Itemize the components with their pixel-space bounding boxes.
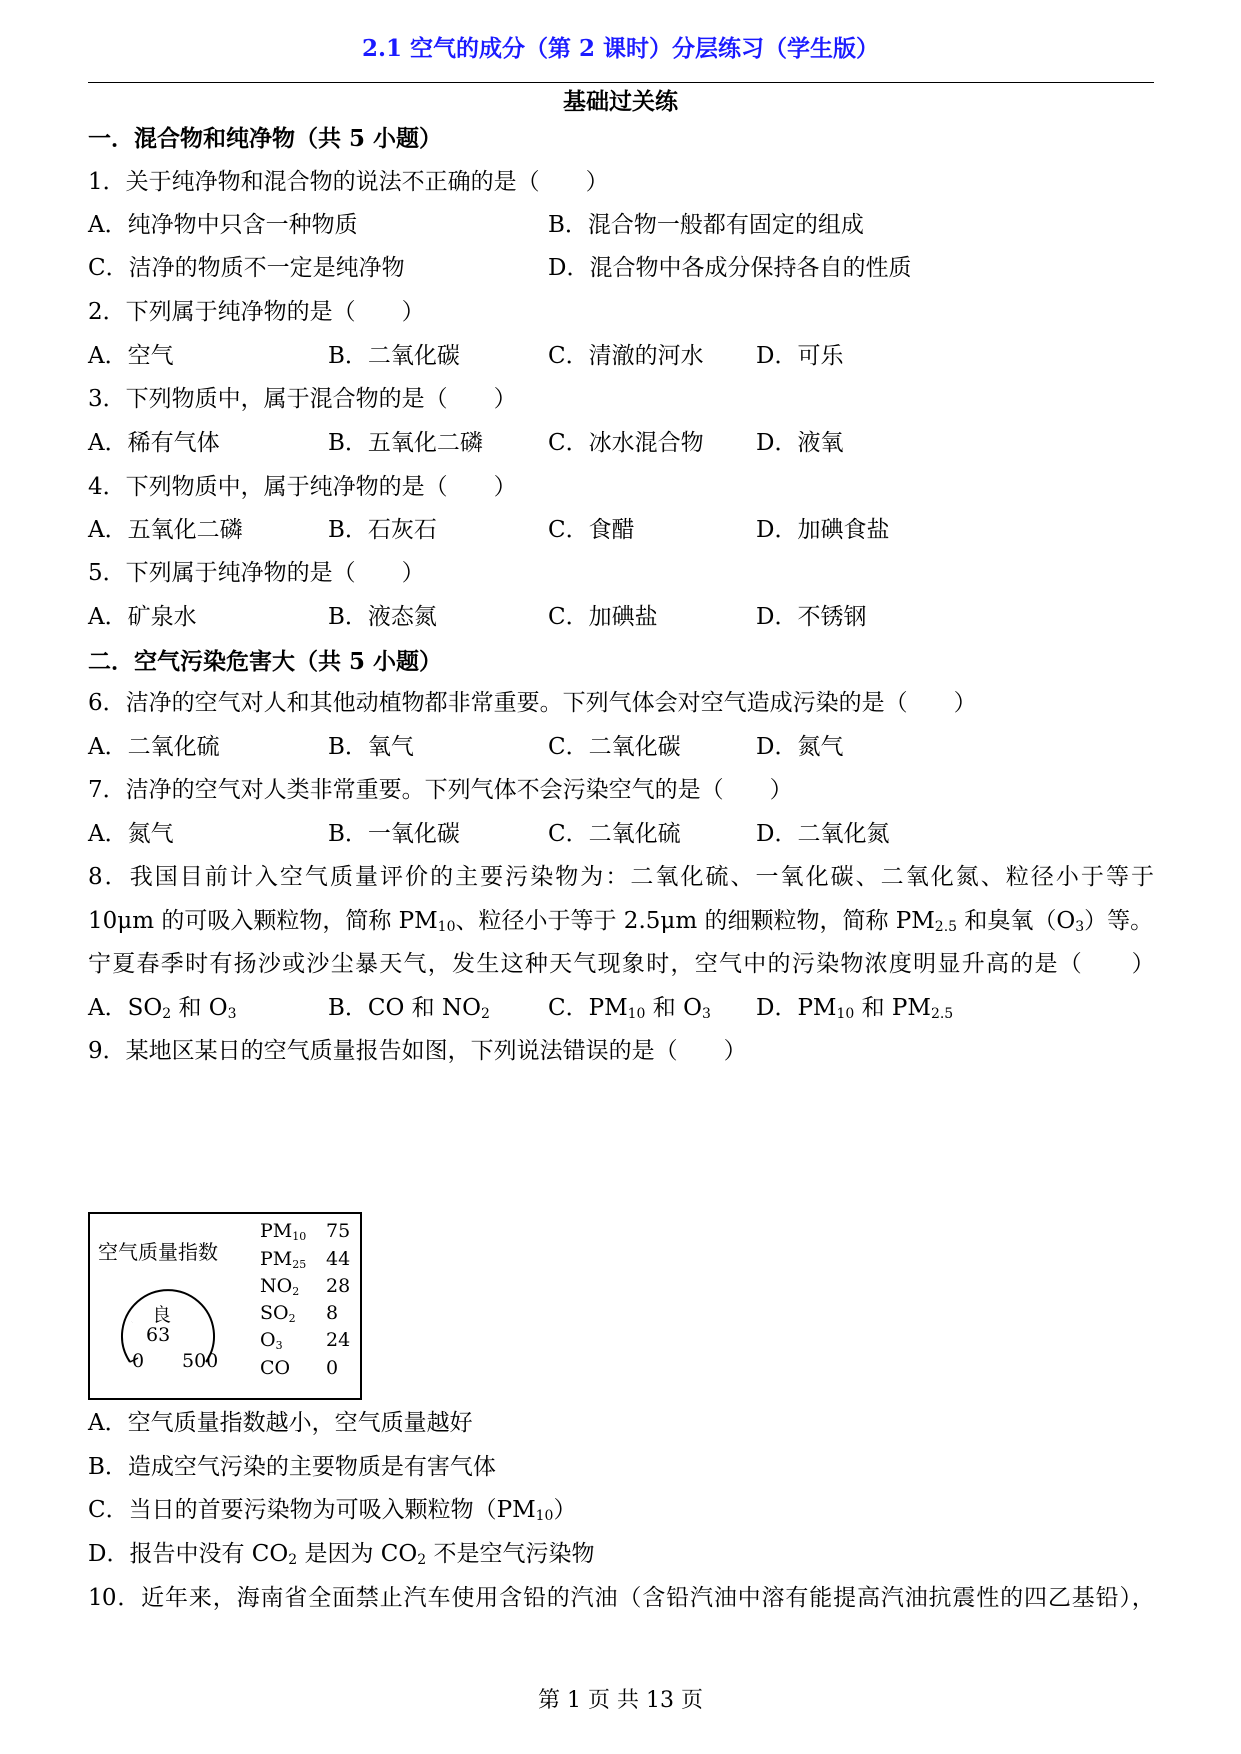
aqi-scale-min: 0 xyxy=(132,1350,145,1372)
q8-c-sub1: 10 xyxy=(627,1006,646,1022)
q8-d-sub2: 2.5 xyxy=(930,1006,954,1022)
q4-option-d[interactable]: D．加碘食盐 xyxy=(756,517,890,543)
q4-option-c[interactable]: C．食醋 xyxy=(548,517,635,543)
pollutant-sub: 25 xyxy=(292,1258,307,1271)
q8-d-mid: 和 PM xyxy=(854,995,931,1021)
q8-d-sub1: 10 xyxy=(836,1006,855,1022)
q5-option-d[interactable]: D．不锈钢 xyxy=(756,604,867,630)
level-title: 基础过关练 xyxy=(563,88,678,115)
q3-option-b[interactable]: B．五氧化二磷 xyxy=(328,430,483,456)
q6-option-a[interactable]: A．二氧化硫 xyxy=(88,734,220,760)
q3-stem: 3．下列物质中，属于混合物的是（ ） xyxy=(88,386,517,412)
q8-line2-text-c: 和臭氧（O xyxy=(957,908,1076,934)
q8-option-b[interactable] xyxy=(328,997,490,1021)
q5-option-c[interactable]: C．加碘盐 xyxy=(548,604,658,630)
q8-a-mid: 和 O xyxy=(171,995,228,1021)
q9-d-sub1: 2 xyxy=(288,1552,298,1568)
q10-stem-line1: 10．近年来，海南省全面禁止汽车使用含铅的汽油（含铅汽油中溶有能提高汽油抗震性的四乙基铅）， xyxy=(88,1585,1154,1611)
q4-stem: 4．下列物质中，属于纯净物的是（ ） xyxy=(88,474,517,500)
section1-title: 一．混合物和纯净物（共 5 小题） xyxy=(88,125,443,152)
q8-a-sub1: 2 xyxy=(162,1006,172,1022)
q7-option-a[interactable]: A．氮气 xyxy=(88,821,174,847)
section2-title: 二．空气污染危害大（共 5 小题） xyxy=(88,648,443,675)
aqi-level: 良 xyxy=(152,1304,172,1326)
pollutant-label: SO xyxy=(260,1302,289,1324)
pollutant-label: PM xyxy=(260,1220,293,1242)
page-header-title: 2.1 空气的成分（第 2 课时）分层练习（学生版） xyxy=(361,35,880,62)
q8-c-sub2: 3 xyxy=(701,1006,711,1022)
q3-option-d[interactable]: D．液氧 xyxy=(756,430,844,456)
q8-b-sub1: 2 xyxy=(480,1006,490,1022)
q3-option-a[interactable]: A．稀有气体 xyxy=(88,430,220,456)
q5-stem: 5．下列属于纯净物的是（ ） xyxy=(88,560,425,586)
q8-b-text: B．CO 和 NO xyxy=(328,995,481,1021)
q9-option-c[interactable] xyxy=(88,1499,576,1523)
q1-option-c[interactable]: C．洁净的物质不一定是纯净物 xyxy=(88,255,405,281)
q7-option-d[interactable]: D．二氧化氮 xyxy=(756,821,890,847)
q9-option-a[interactable]: A．空气质量指数越小，空气质量越好 xyxy=(88,1410,473,1436)
q1-stem: 1．关于纯净物和混合物的说法不正确的是（ ） xyxy=(88,169,609,195)
pollutant-value: 0 xyxy=(326,1357,339,1379)
q4-option-b[interactable]: B．石灰石 xyxy=(328,517,437,543)
q8-line2-text-a: 10μm 的可吸入颗粒物，简称 PM xyxy=(88,908,438,934)
q2-option-c[interactable]: C．清澈的河水 xyxy=(548,343,704,369)
q2-option-b[interactable]: B．二氧化碳 xyxy=(328,343,460,369)
page-footer: 第 1 页 共 13 页 xyxy=(538,1688,703,1713)
q3-option-c[interactable]: C．冰水混合物 xyxy=(548,430,704,456)
q8-line2-text-b: 、粒径小于等于 2.5μm 的细颗粒物，简称 PM xyxy=(455,908,935,934)
pollutant-label: PM xyxy=(260,1248,293,1270)
q9-c-post: ） xyxy=(553,1497,577,1523)
q8-stem-line1: 8．我国目前计入空气质量评价的主要污染物为：二氧化硫、一氧化碳、二氧化氮、粒径小于等于 xyxy=(88,864,1154,890)
pollutant-value: 75 xyxy=(326,1220,351,1242)
pollutant-name xyxy=(260,1357,290,1380)
q5-option-b[interactable]: B．液态氮 xyxy=(328,604,437,630)
q8-c-mid: 和 O xyxy=(645,995,702,1021)
q2-option-d[interactable]: D．可乐 xyxy=(756,343,844,369)
q8-stem-line3: 宁夏春季时有扬沙或沙尘暴天气，发生这种天气现象时，空气中的污染物浓度明显升高的是（ ） xyxy=(88,951,1154,977)
q8-c-text: C．PM xyxy=(548,995,628,1021)
q8-option-d[interactable] xyxy=(756,997,953,1021)
pollutant-sub: 3 xyxy=(275,1339,283,1352)
pollutant-label: O xyxy=(260,1329,276,1351)
q6-stem: 6．洁净的空气对人和其他动植物都非常重要。下列气体会对空气造成污染的是（ ） xyxy=(88,690,977,716)
pollutant-name xyxy=(260,1275,299,1298)
aqi-scale-max: 500 xyxy=(182,1350,219,1372)
q2-stem: 2．下列属于纯净物的是（ ） xyxy=(88,299,425,325)
header-rule xyxy=(88,82,1154,83)
q8-line2-sub2: 2.5 xyxy=(934,919,958,935)
q7-stem: 7．洁净的空气对人类非常重要。下列气体不会污染空气的是（ ） xyxy=(88,777,793,803)
q8-line2-text-d: ）等。 xyxy=(1084,908,1154,934)
q8-a-sub2: 3 xyxy=(227,1006,237,1022)
q8-line2-sub3: 3 xyxy=(1075,919,1085,935)
q8-option-c[interactable] xyxy=(548,997,711,1021)
pollutant-value: 24 xyxy=(326,1329,351,1351)
q6-option-d[interactable]: D．氮气 xyxy=(756,734,844,760)
pollutant-sub: 2 xyxy=(292,1285,300,1298)
q8-a-text: A．SO xyxy=(88,995,163,1021)
q9-c-sub: 10 xyxy=(535,1508,554,1524)
q1-option-d[interactable]: D．混合物中各成分保持各自的性质 xyxy=(548,255,912,281)
q8-line2-sub1: 10 xyxy=(437,919,456,935)
q9-d-text-a: D．报告中没有 CO xyxy=(88,1541,289,1567)
q9-option-d[interactable] xyxy=(88,1543,594,1567)
pollutant-label: NO xyxy=(260,1275,293,1297)
aqi-index: 63 xyxy=(146,1324,171,1346)
q9-option-b[interactable]: B．造成空气污染的主要物质是有害气体 xyxy=(88,1454,496,1480)
pollutant-name xyxy=(260,1302,296,1325)
pollutant-label: CO xyxy=(260,1357,291,1379)
q2-option-a[interactable]: A．空气 xyxy=(88,343,174,369)
q9-stem: 9．某地区某日的空气质量报告如图，下列说法错误的是（ ） xyxy=(88,1038,747,1064)
air-quality-report-figure xyxy=(88,1212,362,1400)
pollutant-value: 28 xyxy=(326,1275,351,1297)
q8-d-text: D．PM xyxy=(756,995,837,1021)
q8-option-a[interactable] xyxy=(88,997,237,1021)
q1-option-b[interactable]: B．混合物一般都有固定的组成 xyxy=(548,212,864,238)
pollutant-sub: 10 xyxy=(292,1230,307,1243)
q5-option-a[interactable]: A．矿泉水 xyxy=(88,604,197,630)
pollutant-name xyxy=(260,1248,306,1271)
aqi-title: 空气质量指数 xyxy=(98,1240,218,1264)
q7-option-c[interactable]: C．二氧化硫 xyxy=(548,821,681,847)
q4-option-a[interactable]: A．五氧化二磷 xyxy=(88,517,243,543)
pollutant-value: 8 xyxy=(326,1302,339,1324)
q8-stem-line2 xyxy=(88,910,1153,934)
q9-c-text: C．当日的首要污染物为可吸入颗粒物（PM xyxy=(88,1497,536,1523)
q9-d-text-b: 是因为 CO xyxy=(297,1541,418,1567)
q7-option-b[interactable]: B．一氧化碳 xyxy=(328,821,460,847)
q9-d-text-c: 不是空气污染物 xyxy=(426,1541,595,1567)
q6-option-c[interactable]: C．二氧化碳 xyxy=(548,734,681,760)
q6-option-b[interactable]: B．氧气 xyxy=(328,734,414,760)
pollutant-sub: 2 xyxy=(288,1312,296,1325)
pollutant-value: 44 xyxy=(326,1248,351,1270)
q9-d-sub2: 2 xyxy=(417,1552,427,1568)
pollutant-name xyxy=(260,1220,306,1243)
pollutant-name xyxy=(260,1329,283,1352)
q1-option-a[interactable]: A．纯净物中只含一种物质 xyxy=(88,212,358,238)
